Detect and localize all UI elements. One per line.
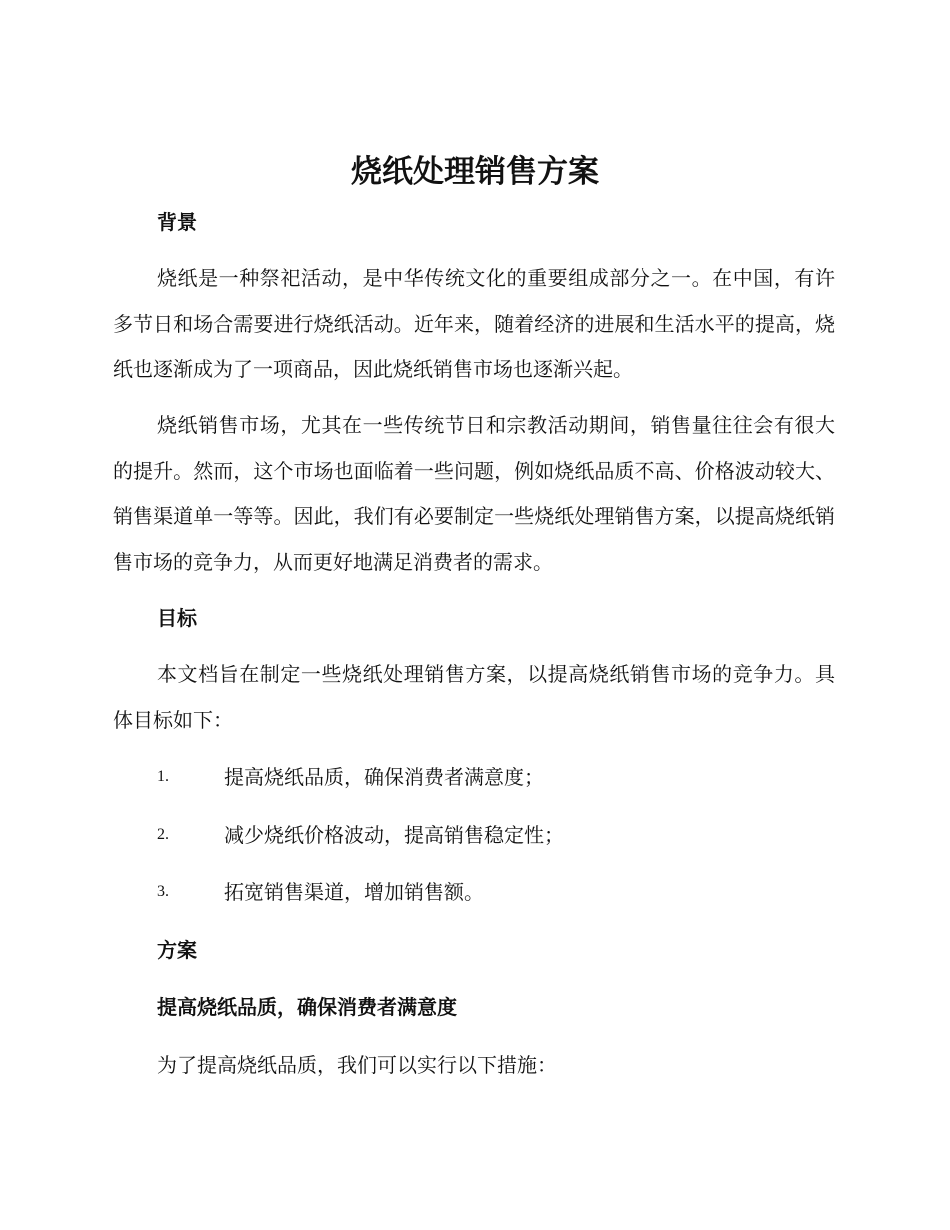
list-item-text: 提高烧纸品质，确保消费者满意度；	[224, 765, 544, 789]
section-heading-plan: 方案	[157, 938, 197, 962]
list-item-text: 拓宽销售渠道，增加销售额。	[224, 880, 484, 904]
background-paragraph-1: 烧纸是一种祭祀活动，是中华传统文化的重要组成部分之一。在中国，有许多节日和场合需要进行烧纸活动。近年来，随着经济的进展和生活水平的提高，烧纸也逐渐成为了一项商品，因此烧纸销售市场也逐渐兴起。	[113, 266, 835, 381]
plan-subheading: 提高烧纸品质，确保消费者满意度	[157, 995, 457, 1019]
section-heading-goal: 目标	[157, 606, 197, 630]
background-paragraph-2: 烧纸销售市场，尤其在一些传统节日和宗教活动期间，销售量往往会有很大的提升。然而，这个市场也面临着一些问题，例如烧纸品质不高、价格波动较大、销售渠道单一等等。因此，我们有必要制定一些烧纸处理销售方案，以提高烧纸销售市场的竞争力，从而更好地满足消费者的需求。	[113, 413, 835, 574]
list-item-number: 2.	[157, 826, 169, 843]
list-item-number: 3.	[157, 883, 169, 900]
goal-paragraph: 本文档旨在制定一些烧纸处理销售方案，以提高烧纸销售市场的竞争力。具体目标如下：	[113, 662, 835, 732]
plan-intro: 为了提高烧纸品质，我们可以实行以下措施：	[157, 1053, 557, 1077]
document-title: 烧纸处理销售方案	[351, 154, 599, 190]
list-item-number: 1.	[157, 768, 169, 785]
section-heading-background: 背景	[157, 210, 197, 234]
list-item-text: 减少烧纸价格波动，提高销售稳定性；	[224, 823, 564, 847]
